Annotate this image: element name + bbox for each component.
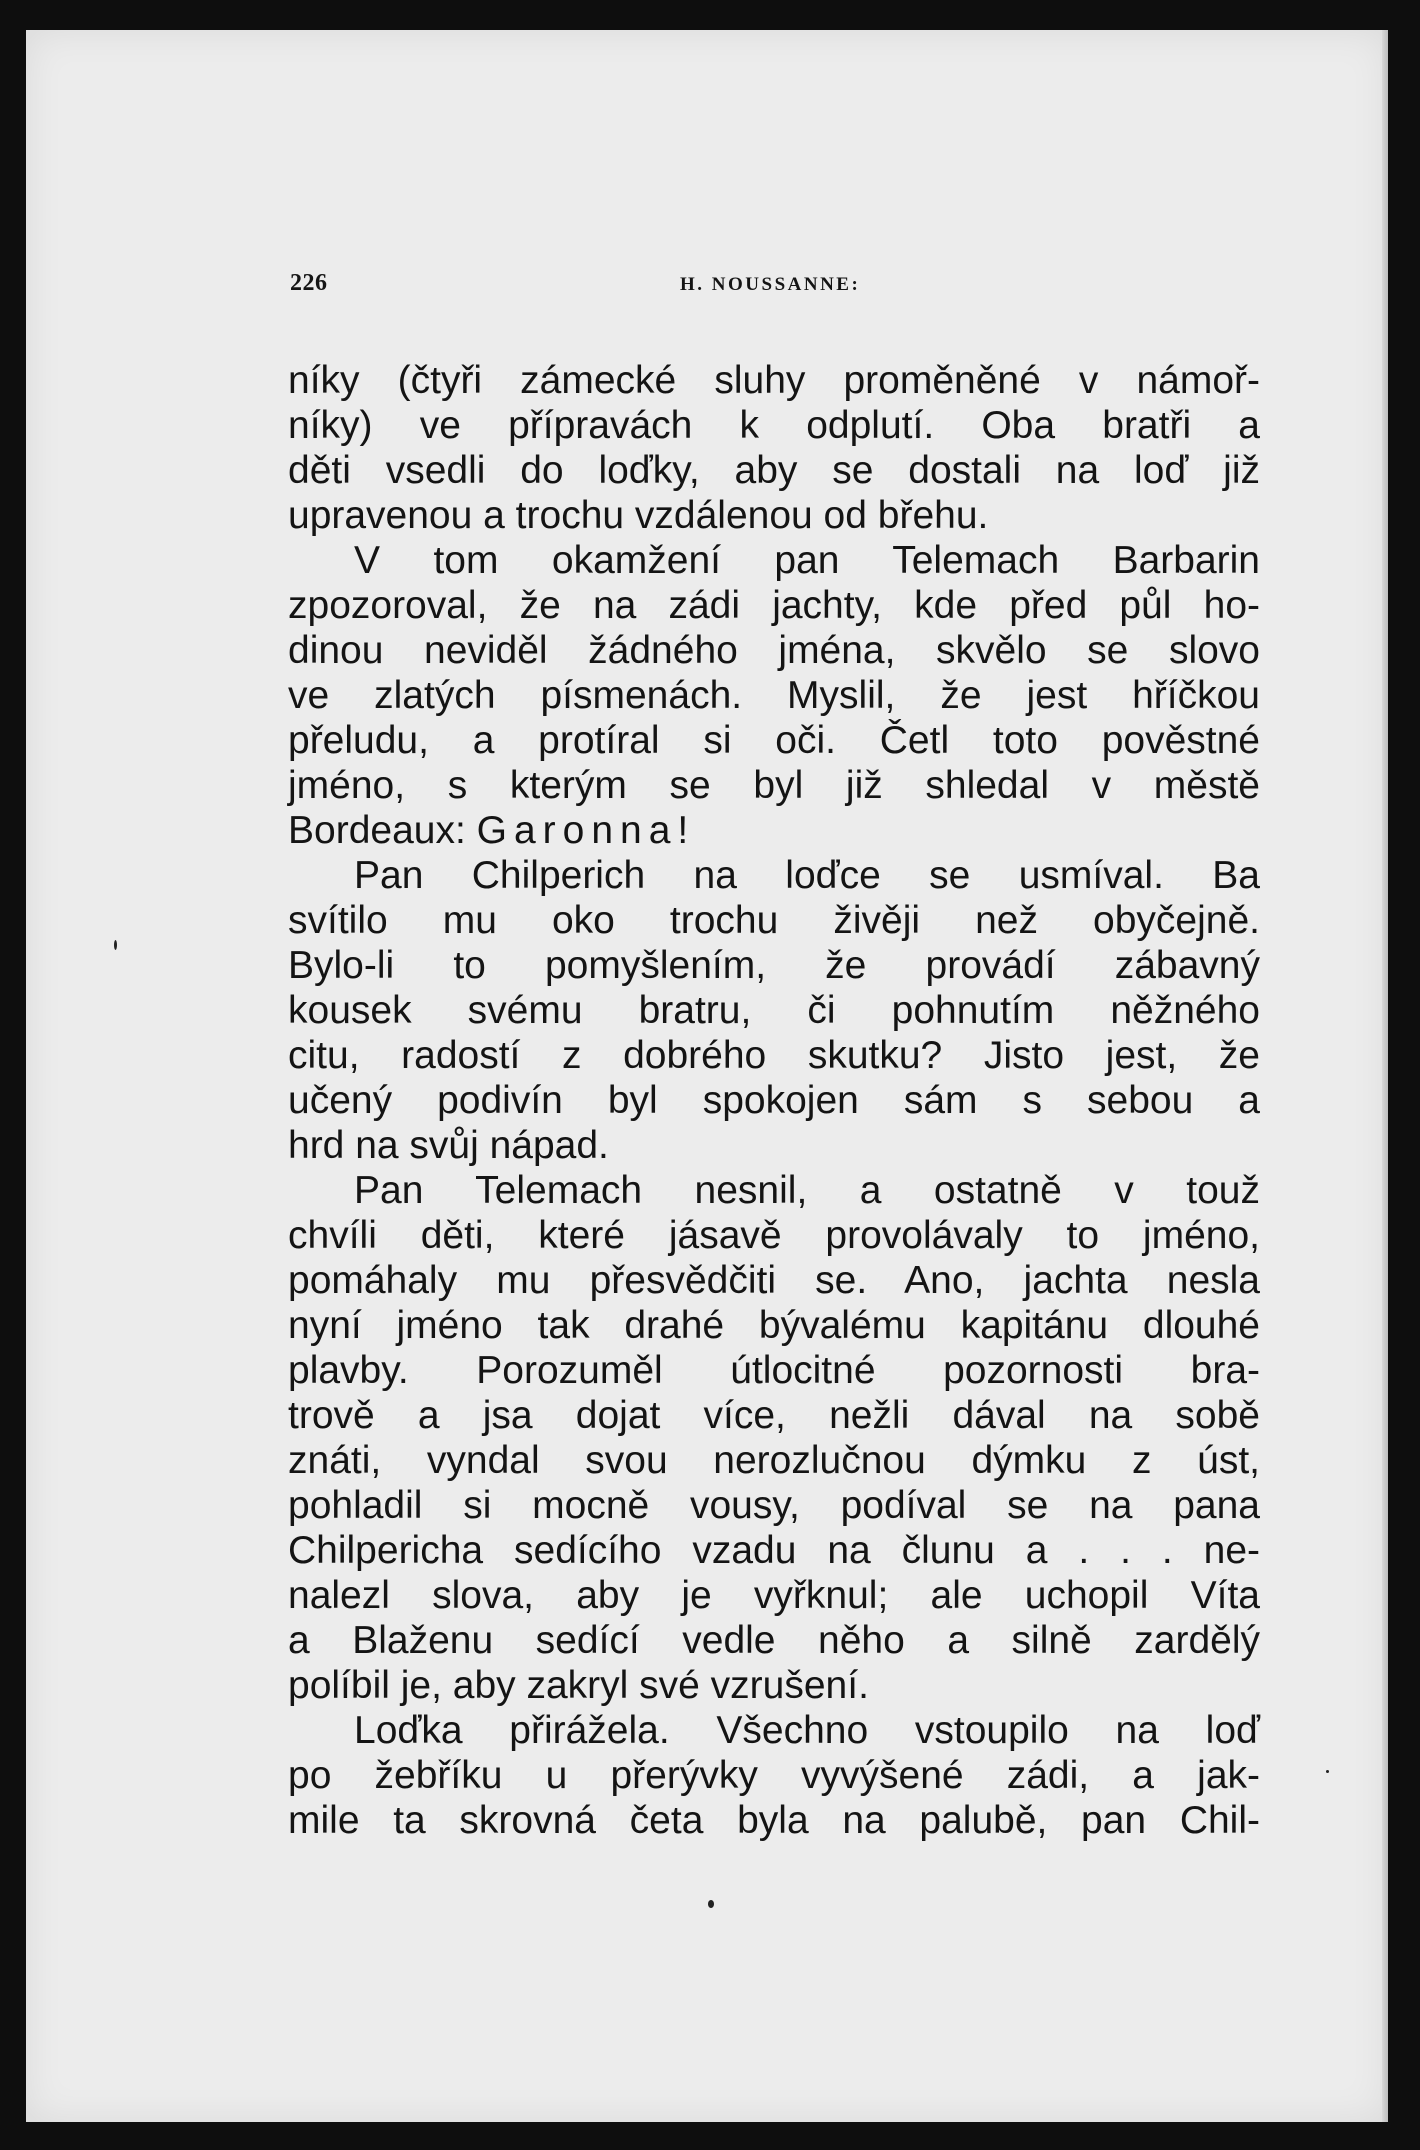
spaced-ship-name: Garonna! [476, 809, 696, 852]
text-line: nyní jméno tak drahé bývalému kapitánu dlouhé [288, 1304, 1260, 1347]
text-line: níky) ve přípravách k odplutí. Oba bratři a [288, 404, 1260, 447]
paragraph-start-line: Pan Chilperich na loďce se usmíval. Ba [354, 854, 1260, 897]
page-edge [1382, 30, 1388, 2122]
scan-speck [708, 1900, 714, 1908]
running-head [290, 270, 1250, 310]
scan-speck [114, 940, 117, 950]
text-line: pohladil si mocně vousy, podíval se na pana [288, 1484, 1260, 1527]
text-line: pomáhaly mu přesvědčiti se. Ano, jachta nesla [288, 1259, 1260, 1302]
text-line: hrd na svůj nápad. [288, 1124, 609, 1167]
paragraph-start-line: Loďka přirážela. Všechno vstoupilo na loď [354, 1709, 1260, 1752]
text-line: mile ta skrovná četa byla na palubě, pan Chil- [288, 1799, 1260, 1842]
text-line: plavby. Porozuměl útlocitné pozornosti bra- [288, 1349, 1260, 1392]
text-line: nalezl slova, aby je vyřknul; ale uchopil Víta [288, 1574, 1260, 1617]
text-line: dinou neviděl žádného jména, skvělo se slovo [288, 629, 1260, 672]
text-fragment: Bordeaux: [288, 809, 477, 852]
text-line: svítilo mu oko trochu živěji než obyčejně. [288, 899, 1260, 942]
text-line: ve zlatých písmenách. Myslil, že jest hříčkou [288, 674, 1260, 717]
text-line: Bylo-li to pomyšlením, že provádí zábavný [288, 944, 1260, 987]
text-line: po žebříku u přerývky vyvýšené zádi, a jak- [288, 1754, 1260, 1797]
paragraph-start-line: Pan Telemach nesnil, a ostatně v touž [354, 1169, 1260, 1212]
text-line: kousek svému bratru, či pohnutím něžného [288, 989, 1260, 1032]
text-line: znáti, vyndal svou nerozlučnou dýmku z úst, [288, 1439, 1260, 1482]
paragraph-start-line: V tom okamžení pan Telemach Barbarin [354, 539, 1260, 582]
text-line: děti vsedli do loďky, aby se dostali na loď již [288, 449, 1260, 492]
text-line: učený podivín byl spokojen sám s sebou a [288, 1079, 1260, 1122]
author-running-title: H. NOUSSANNE: [680, 274, 861, 295]
text-line: políbil je, aby zakryl své vzrušení. [288, 1664, 869, 1707]
text-line: přeludu, a protíral si oči. Četl toto pověstné [288, 719, 1260, 762]
text-line: Chilpericha sedícího vzadu na člunu a . . . ne- [288, 1529, 1260, 1572]
text-line: zpozoroval, že na zádi jachty, kde před půl ho- [288, 584, 1260, 627]
page-number: 226 [290, 270, 328, 296]
text-line: jméno, s kterým se byl již shledal v městě [288, 764, 1260, 807]
text-line: trově a jsa dojat více, nežli dával na sobě [288, 1394, 1260, 1437]
text-line [288, 808, 1260, 853]
scan-speck [1326, 1770, 1329, 1773]
body-text [288, 358, 1260, 1843]
text-line: chvíli děti, které jásavě provolávaly to jméno, [288, 1214, 1260, 1257]
text-line: níky (čtyři zámecké sluhy proměněné v námoř- [288, 359, 1260, 402]
text-line: a Blaženu sedící vedle něho a silně zardělý [288, 1619, 1260, 1662]
book-page [26, 30, 1388, 2122]
text-line: upravenou a trochu vzdálenou od břehu. [288, 494, 989, 537]
text-line: citu, radostí z dobrého skutku? Jisto jest, že [288, 1034, 1260, 1077]
